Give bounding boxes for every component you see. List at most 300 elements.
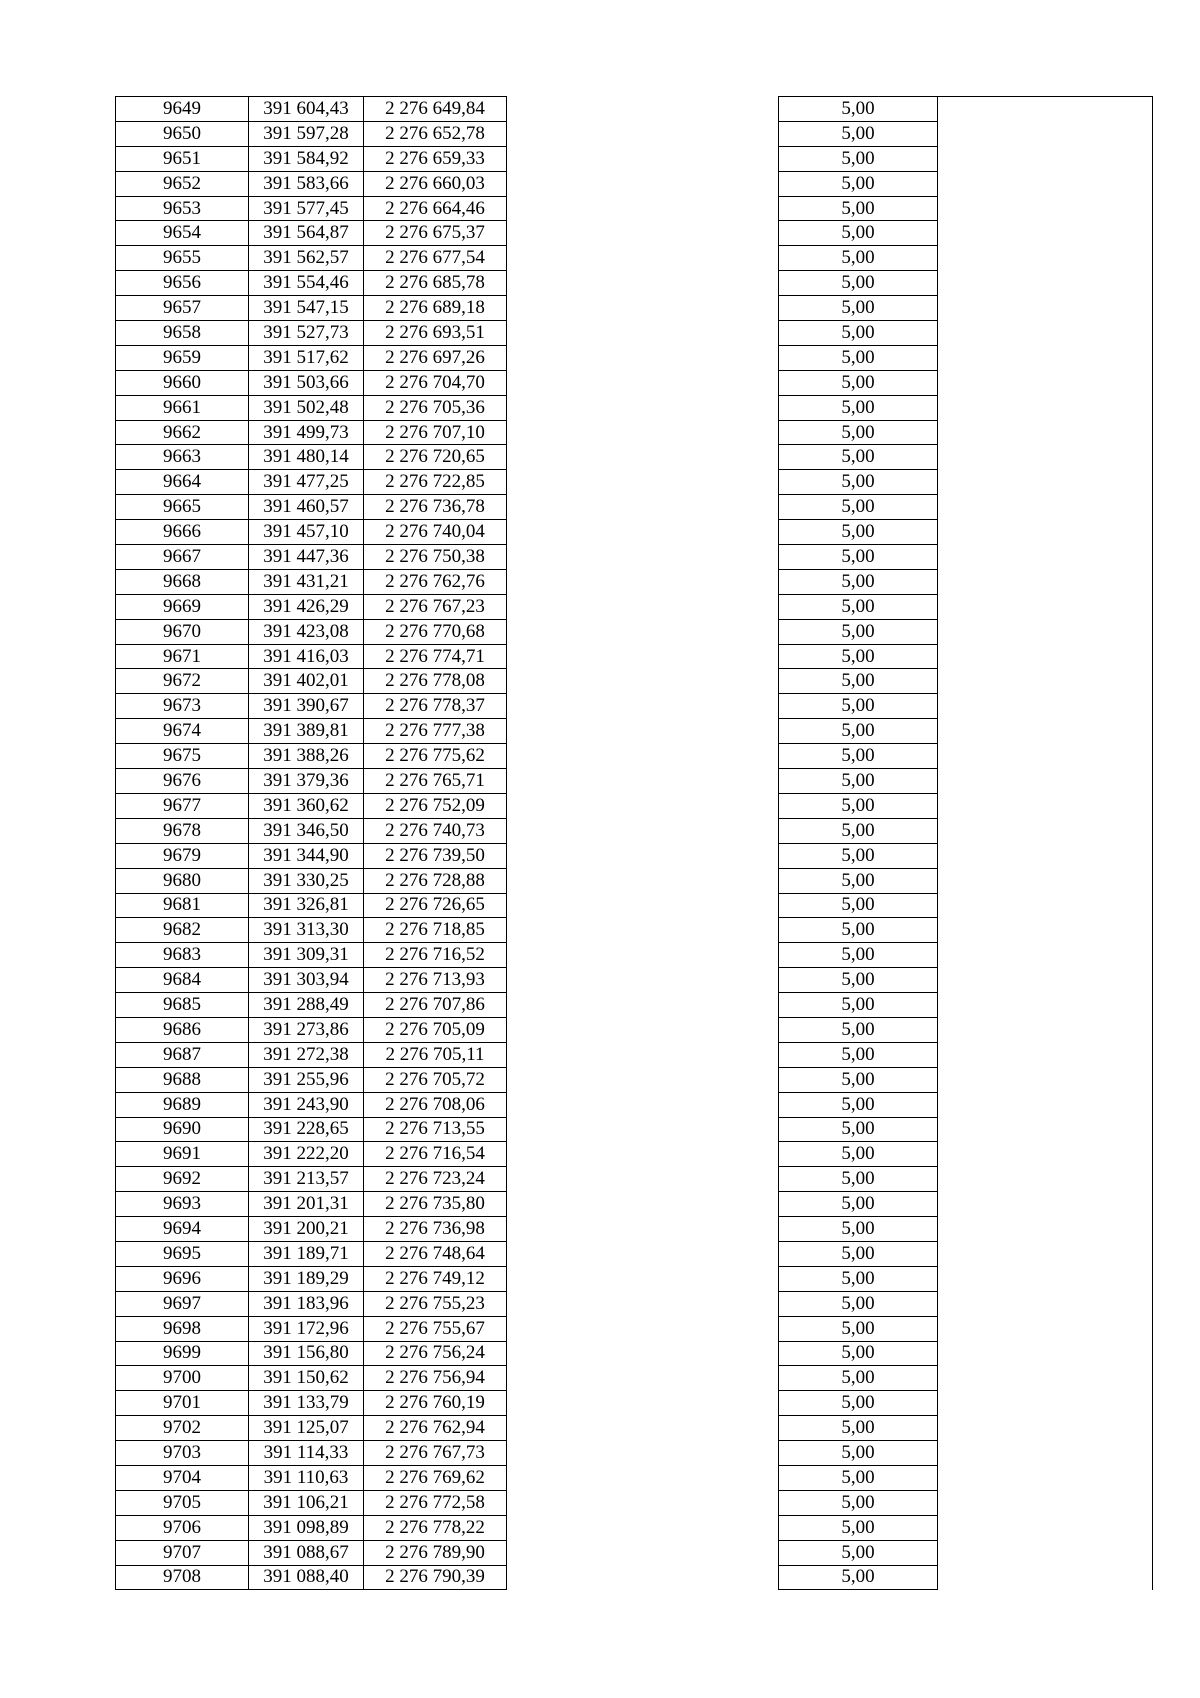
point-number-cell: 9694: [116, 1217, 249, 1242]
point-number-cell: 9659: [116, 345, 249, 370]
empty-cell: [507, 1067, 779, 1092]
y-coordinate-cell: 2 276 705,11: [364, 1042, 507, 1067]
empty-cell: [938, 520, 1153, 545]
point-number-cell: 9656: [116, 271, 249, 296]
value-cell: 5,00: [779, 146, 938, 171]
empty-cell: [938, 569, 1153, 594]
y-coordinate-cell: 2 276 762,94: [364, 1416, 507, 1441]
point-number-cell: 9676: [116, 769, 249, 794]
empty-cell: [507, 296, 779, 321]
point-number-cell: 9652: [116, 171, 249, 196]
empty-cell: [507, 1092, 779, 1117]
table-row: [116, 1291, 1153, 1316]
table-row: [116, 1391, 1153, 1416]
value-cell: 5,00: [779, 1490, 938, 1515]
table-row: [116, 470, 1153, 495]
y-coordinate-cell: 2 276 693,51: [364, 321, 507, 346]
y-coordinate-cell: 2 276 723,24: [364, 1167, 507, 1192]
empty-cell: [938, 918, 1153, 943]
point-number-cell: 9687: [116, 1042, 249, 1067]
y-coordinate-cell: 2 276 752,09: [364, 793, 507, 818]
y-coordinate-cell: 2 276 748,64: [364, 1241, 507, 1266]
empty-cell: [938, 445, 1153, 470]
empty-cell: [938, 1316, 1153, 1341]
point-number-cell: 9665: [116, 495, 249, 520]
point-number-cell: 9695: [116, 1241, 249, 1266]
table-row: [116, 1416, 1153, 1441]
empty-cell: [507, 345, 779, 370]
table-row: [116, 1167, 1153, 1192]
y-coordinate-cell: 2 276 739,50: [364, 843, 507, 868]
y-coordinate-cell: 2 276 767,23: [364, 594, 507, 619]
y-coordinate-cell: 2 276 685,78: [364, 271, 507, 296]
value-cell: 5,00: [779, 644, 938, 669]
point-number-cell: 9666: [116, 520, 249, 545]
value-cell: 5,00: [779, 1391, 938, 1416]
value-cell: 5,00: [779, 1366, 938, 1391]
table-row: [116, 271, 1153, 296]
empty-cell: [507, 370, 779, 395]
empty-cell: [938, 345, 1153, 370]
empty-cell: [938, 420, 1153, 445]
point-number-cell: 9685: [116, 993, 249, 1018]
empty-cell: [507, 744, 779, 769]
table-row: [116, 121, 1153, 146]
table-row: [116, 395, 1153, 420]
x-coordinate-cell: 391 583,66: [249, 171, 364, 196]
point-number-cell: 9684: [116, 968, 249, 993]
empty-cell: [507, 868, 779, 893]
empty-cell: [507, 271, 779, 296]
table-row: [116, 1515, 1153, 1540]
empty-cell: [507, 246, 779, 271]
point-number-cell: 9673: [116, 694, 249, 719]
empty-cell: [507, 1017, 779, 1042]
table-row: [116, 744, 1153, 769]
point-number-cell: 9699: [116, 1341, 249, 1366]
point-number-cell: 9651: [116, 146, 249, 171]
y-coordinate-cell: 2 276 716,54: [364, 1142, 507, 1167]
empty-cell: [507, 171, 779, 196]
table-row: [116, 719, 1153, 744]
table-row: [116, 1117, 1153, 1142]
x-coordinate-cell: 391 423,08: [249, 619, 364, 644]
value-cell: 5,00: [779, 818, 938, 843]
empty-cell: [938, 395, 1153, 420]
y-coordinate-cell: 2 276 769,62: [364, 1465, 507, 1490]
empty-cell: [507, 843, 779, 868]
point-number-cell: 9667: [116, 545, 249, 570]
value-cell: 5,00: [779, 520, 938, 545]
table-row: [116, 296, 1153, 321]
x-coordinate-cell: 391 150,62: [249, 1366, 364, 1391]
x-coordinate-cell: 391 288,49: [249, 993, 364, 1018]
y-coordinate-cell: 2 276 740,04: [364, 520, 507, 545]
table-row: [116, 1192, 1153, 1217]
empty-cell: [507, 146, 779, 171]
value-cell: 5,00: [779, 1266, 938, 1291]
point-number-cell: 9705: [116, 1490, 249, 1515]
x-coordinate-cell: 391 272,38: [249, 1042, 364, 1067]
point-number-cell: 9672: [116, 669, 249, 694]
x-coordinate-cell: 391 344,90: [249, 843, 364, 868]
empty-cell: [507, 1416, 779, 1441]
empty-cell: [938, 221, 1153, 246]
x-coordinate-cell: 391 313,30: [249, 918, 364, 943]
empty-cell: [938, 818, 1153, 843]
table-row: [116, 893, 1153, 918]
empty-cell: [938, 1490, 1153, 1515]
table-row: [116, 345, 1153, 370]
x-coordinate-cell: 391 562,57: [249, 246, 364, 271]
empty-cell: [507, 1366, 779, 1391]
empty-cell: [938, 1117, 1153, 1142]
x-coordinate-cell: 391 088,67: [249, 1540, 364, 1565]
empty-cell: [507, 196, 779, 221]
point-number-cell: 9680: [116, 868, 249, 893]
x-coordinate-cell: 391 309,31: [249, 943, 364, 968]
y-coordinate-cell: 2 276 772,58: [364, 1490, 507, 1515]
empty-cell: [938, 1540, 1153, 1565]
empty-cell: [938, 246, 1153, 271]
empty-cell: [938, 1341, 1153, 1366]
value-cell: 5,00: [779, 345, 938, 370]
x-coordinate-cell: 391 390,67: [249, 694, 364, 719]
x-coordinate-cell: 391 460,57: [249, 495, 364, 520]
empty-cell: [507, 321, 779, 346]
point-number-cell: 9663: [116, 445, 249, 470]
point-number-cell: 9669: [116, 594, 249, 619]
value-cell: 5,00: [779, 97, 938, 122]
empty-cell: [507, 1341, 779, 1366]
empty-cell: [938, 619, 1153, 644]
x-coordinate-cell: 391 388,26: [249, 744, 364, 769]
y-coordinate-cell: 2 276 664,46: [364, 196, 507, 221]
empty-cell: [938, 321, 1153, 346]
y-coordinate-cell: 2 276 697,26: [364, 345, 507, 370]
x-coordinate-cell: 391 114,33: [249, 1441, 364, 1466]
table-row: [116, 1441, 1153, 1466]
empty-cell: [507, 793, 779, 818]
empty-cell: [507, 669, 779, 694]
value-cell: 5,00: [779, 171, 938, 196]
table-row: [116, 569, 1153, 594]
value-cell: 5,00: [779, 793, 938, 818]
value-cell: 5,00: [779, 719, 938, 744]
point-number-cell: 9662: [116, 420, 249, 445]
y-coordinate-cell: 2 276 767,73: [364, 1441, 507, 1466]
empty-cell: [507, 893, 779, 918]
y-coordinate-cell: 2 276 720,65: [364, 445, 507, 470]
empty-cell: [938, 495, 1153, 520]
y-coordinate-cell: 2 276 652,78: [364, 121, 507, 146]
table-row: [116, 1465, 1153, 1490]
point-number-cell: 9700: [116, 1366, 249, 1391]
empty-cell: [507, 594, 779, 619]
table-row: [116, 370, 1153, 395]
y-coordinate-cell: 2 276 770,68: [364, 619, 507, 644]
table-row: [116, 246, 1153, 271]
table-row: [116, 1217, 1153, 1242]
table-row: [116, 769, 1153, 794]
y-coordinate-cell: 2 276 705,09: [364, 1017, 507, 1042]
empty-cell: [938, 171, 1153, 196]
table-row: [116, 1316, 1153, 1341]
value-cell: 5,00: [779, 495, 938, 520]
y-coordinate-cell: 2 276 649,84: [364, 97, 507, 122]
coordinates-table: [115, 96, 1153, 1590]
point-number-cell: 9657: [116, 296, 249, 321]
empty-cell: [507, 1117, 779, 1142]
point-number-cell: 9698: [116, 1316, 249, 1341]
point-number-cell: 9655: [116, 246, 249, 271]
table-row: [116, 993, 1153, 1018]
empty-cell: [938, 1217, 1153, 1242]
x-coordinate-cell: 391 477,25: [249, 470, 364, 495]
x-coordinate-cell: 391 517,62: [249, 345, 364, 370]
value-cell: 5,00: [779, 1316, 938, 1341]
point-number-cell: 9691: [116, 1142, 249, 1167]
point-number-cell: 9661: [116, 395, 249, 420]
table-row: [116, 420, 1153, 445]
point-number-cell: 9658: [116, 321, 249, 346]
x-coordinate-cell: 391 273,86: [249, 1017, 364, 1042]
empty-cell: [938, 968, 1153, 993]
value-cell: 5,00: [779, 1441, 938, 1466]
point-number-cell: 9679: [116, 843, 249, 868]
empty-cell: [507, 769, 779, 794]
point-number-cell: 9653: [116, 196, 249, 221]
empty-cell: [938, 470, 1153, 495]
empty-cell: [938, 1017, 1153, 1042]
value-cell: 5,00: [779, 1217, 938, 1242]
table-row: [116, 694, 1153, 719]
empty-cell: [507, 1490, 779, 1515]
empty-cell: [507, 545, 779, 570]
empty-cell: [938, 1192, 1153, 1217]
empty-cell: [507, 420, 779, 445]
y-coordinate-cell: 2 276 659,33: [364, 146, 507, 171]
value-cell: 5,00: [779, 1117, 938, 1142]
empty-cell: [507, 1217, 779, 1242]
y-coordinate-cell: 2 276 777,38: [364, 719, 507, 744]
point-number-cell: 9660: [116, 370, 249, 395]
y-coordinate-cell: 2 276 756,24: [364, 1341, 507, 1366]
x-coordinate-cell: 391 326,81: [249, 893, 364, 918]
y-coordinate-cell: 2 276 736,98: [364, 1217, 507, 1242]
empty-cell: [507, 993, 779, 1018]
empty-cell: [938, 669, 1153, 694]
empty-cell: [938, 1441, 1153, 1466]
empty-cell: [507, 470, 779, 495]
empty-cell: [938, 121, 1153, 146]
empty-cell: [938, 793, 1153, 818]
point-number-cell: 9696: [116, 1266, 249, 1291]
empty-cell: [507, 569, 779, 594]
point-number-cell: 9692: [116, 1167, 249, 1192]
empty-cell: [938, 1266, 1153, 1291]
table-row: [116, 843, 1153, 868]
empty-cell: [507, 818, 779, 843]
table-row: [116, 594, 1153, 619]
x-coordinate-cell: 391 346,50: [249, 818, 364, 843]
x-coordinate-cell: 391 330,25: [249, 868, 364, 893]
empty-cell: [507, 1515, 779, 1540]
value-cell: 5,00: [779, 893, 938, 918]
x-coordinate-cell: 391 527,73: [249, 321, 364, 346]
y-coordinate-cell: 2 276 705,72: [364, 1067, 507, 1092]
y-coordinate-cell: 2 276 775,62: [364, 744, 507, 769]
table-row: [116, 1266, 1153, 1291]
x-coordinate-cell: 391 379,36: [249, 769, 364, 794]
point-number-cell: 9682: [116, 918, 249, 943]
table-row: [116, 221, 1153, 246]
value-cell: 5,00: [779, 196, 938, 221]
value-cell: 5,00: [779, 1017, 938, 1042]
y-coordinate-cell: 2 276 677,54: [364, 246, 507, 271]
value-cell: 5,00: [779, 1515, 938, 1540]
empty-cell: [507, 968, 779, 993]
y-coordinate-cell: 2 276 718,85: [364, 918, 507, 943]
value-cell: 5,00: [779, 1167, 938, 1192]
table-row: [116, 818, 1153, 843]
empty-cell: [507, 1167, 779, 1192]
table-row: [116, 1017, 1153, 1042]
x-coordinate-cell: 391 243,90: [249, 1092, 364, 1117]
empty-cell: [938, 1241, 1153, 1266]
empty-cell: [507, 395, 779, 420]
table-row: [116, 171, 1153, 196]
x-coordinate-cell: 391 303,94: [249, 968, 364, 993]
empty-cell: [938, 545, 1153, 570]
value-cell: 5,00: [779, 470, 938, 495]
x-coordinate-cell: 391 172,96: [249, 1316, 364, 1341]
empty-cell: [507, 943, 779, 968]
empty-cell: [507, 1565, 779, 1590]
y-coordinate-cell: 2 276 755,23: [364, 1291, 507, 1316]
y-coordinate-cell: 2 276 705,36: [364, 395, 507, 420]
y-coordinate-cell: 2 276 713,93: [364, 968, 507, 993]
table-row: [116, 968, 1153, 993]
value-cell: 5,00: [779, 868, 938, 893]
value-cell: 5,00: [779, 1042, 938, 1067]
y-coordinate-cell: 2 276 716,52: [364, 943, 507, 968]
point-number-cell: 9697: [116, 1291, 249, 1316]
empty-cell: [938, 1366, 1153, 1391]
y-coordinate-cell: 2 276 689,18: [364, 296, 507, 321]
point-number-cell: 9702: [116, 1416, 249, 1441]
table-row: [116, 1540, 1153, 1565]
empty-cell: [507, 1465, 779, 1490]
empty-cell: [507, 1316, 779, 1341]
point-number-cell: 9686: [116, 1017, 249, 1042]
empty-cell: [507, 694, 779, 719]
table-row: [116, 1067, 1153, 1092]
table-row: [116, 793, 1153, 818]
value-cell: 5,00: [779, 669, 938, 694]
value-cell: 5,00: [779, 569, 938, 594]
value-cell: 5,00: [779, 843, 938, 868]
value-cell: 5,00: [779, 420, 938, 445]
point-number-cell: 9707: [116, 1540, 249, 1565]
x-coordinate-cell: 391 547,15: [249, 296, 364, 321]
x-coordinate-cell: 391 189,29: [249, 1266, 364, 1291]
x-coordinate-cell: 391 255,96: [249, 1067, 364, 1092]
empty-cell: [938, 1416, 1153, 1441]
value-cell: 5,00: [779, 1540, 938, 1565]
table-row: [116, 669, 1153, 694]
x-coordinate-cell: 391 360,62: [249, 793, 364, 818]
y-coordinate-cell: 2 276 728,88: [364, 868, 507, 893]
x-coordinate-cell: 391 106,21: [249, 1490, 364, 1515]
empty-cell: [507, 1241, 779, 1266]
table-row: [116, 545, 1153, 570]
value-cell: 5,00: [779, 968, 938, 993]
x-coordinate-cell: 391 564,87: [249, 221, 364, 246]
x-coordinate-cell: 391 431,21: [249, 569, 364, 594]
y-coordinate-cell: 2 276 755,67: [364, 1316, 507, 1341]
empty-cell: [938, 271, 1153, 296]
point-number-cell: 9670: [116, 619, 249, 644]
empty-cell: [507, 520, 779, 545]
y-coordinate-cell: 2 276 765,71: [364, 769, 507, 794]
empty-cell: [507, 719, 779, 744]
y-coordinate-cell: 2 276 778,08: [364, 669, 507, 694]
table-row: [116, 1042, 1153, 1067]
y-coordinate-cell: 2 276 722,85: [364, 470, 507, 495]
empty-cell: [938, 719, 1153, 744]
value-cell: 5,00: [779, 545, 938, 570]
value-cell: 5,00: [779, 769, 938, 794]
x-coordinate-cell: 391 110,63: [249, 1465, 364, 1490]
x-coordinate-cell: 391 447,36: [249, 545, 364, 570]
value-cell: 5,00: [779, 246, 938, 271]
table-row: [116, 445, 1153, 470]
empty-cell: [507, 1266, 779, 1291]
empty-cell: [938, 370, 1153, 395]
table-row: [116, 644, 1153, 669]
y-coordinate-cell: 2 276 735,80: [364, 1192, 507, 1217]
empty-cell: [938, 644, 1153, 669]
y-coordinate-cell: 2 276 789,90: [364, 1540, 507, 1565]
table-row: [116, 321, 1153, 346]
x-coordinate-cell: 391 133,79: [249, 1391, 364, 1416]
empty-cell: [938, 296, 1153, 321]
table-row: [116, 146, 1153, 171]
empty-cell: [507, 1291, 779, 1316]
point-number-cell: 9675: [116, 744, 249, 769]
empty-cell: [507, 221, 779, 246]
empty-cell: [507, 121, 779, 146]
table-row: [116, 943, 1153, 968]
point-number-cell: 9650: [116, 121, 249, 146]
point-number-cell: 9703: [116, 1441, 249, 1466]
value-cell: 5,00: [779, 694, 938, 719]
table-row: [116, 1092, 1153, 1117]
empty-cell: [507, 1042, 779, 1067]
x-coordinate-cell: 391 577,45: [249, 196, 364, 221]
x-coordinate-cell: 391 503,66: [249, 370, 364, 395]
empty-cell: [507, 918, 779, 943]
value-cell: 5,00: [779, 1565, 938, 1590]
table-row: [116, 1142, 1153, 1167]
x-coordinate-cell: 391 480,14: [249, 445, 364, 470]
x-coordinate-cell: 391 200,21: [249, 1217, 364, 1242]
y-coordinate-cell: 2 276 760,19: [364, 1391, 507, 1416]
x-coordinate-cell: 391 584,92: [249, 146, 364, 171]
point-number-cell: 9678: [116, 818, 249, 843]
point-number-cell: 9677: [116, 793, 249, 818]
